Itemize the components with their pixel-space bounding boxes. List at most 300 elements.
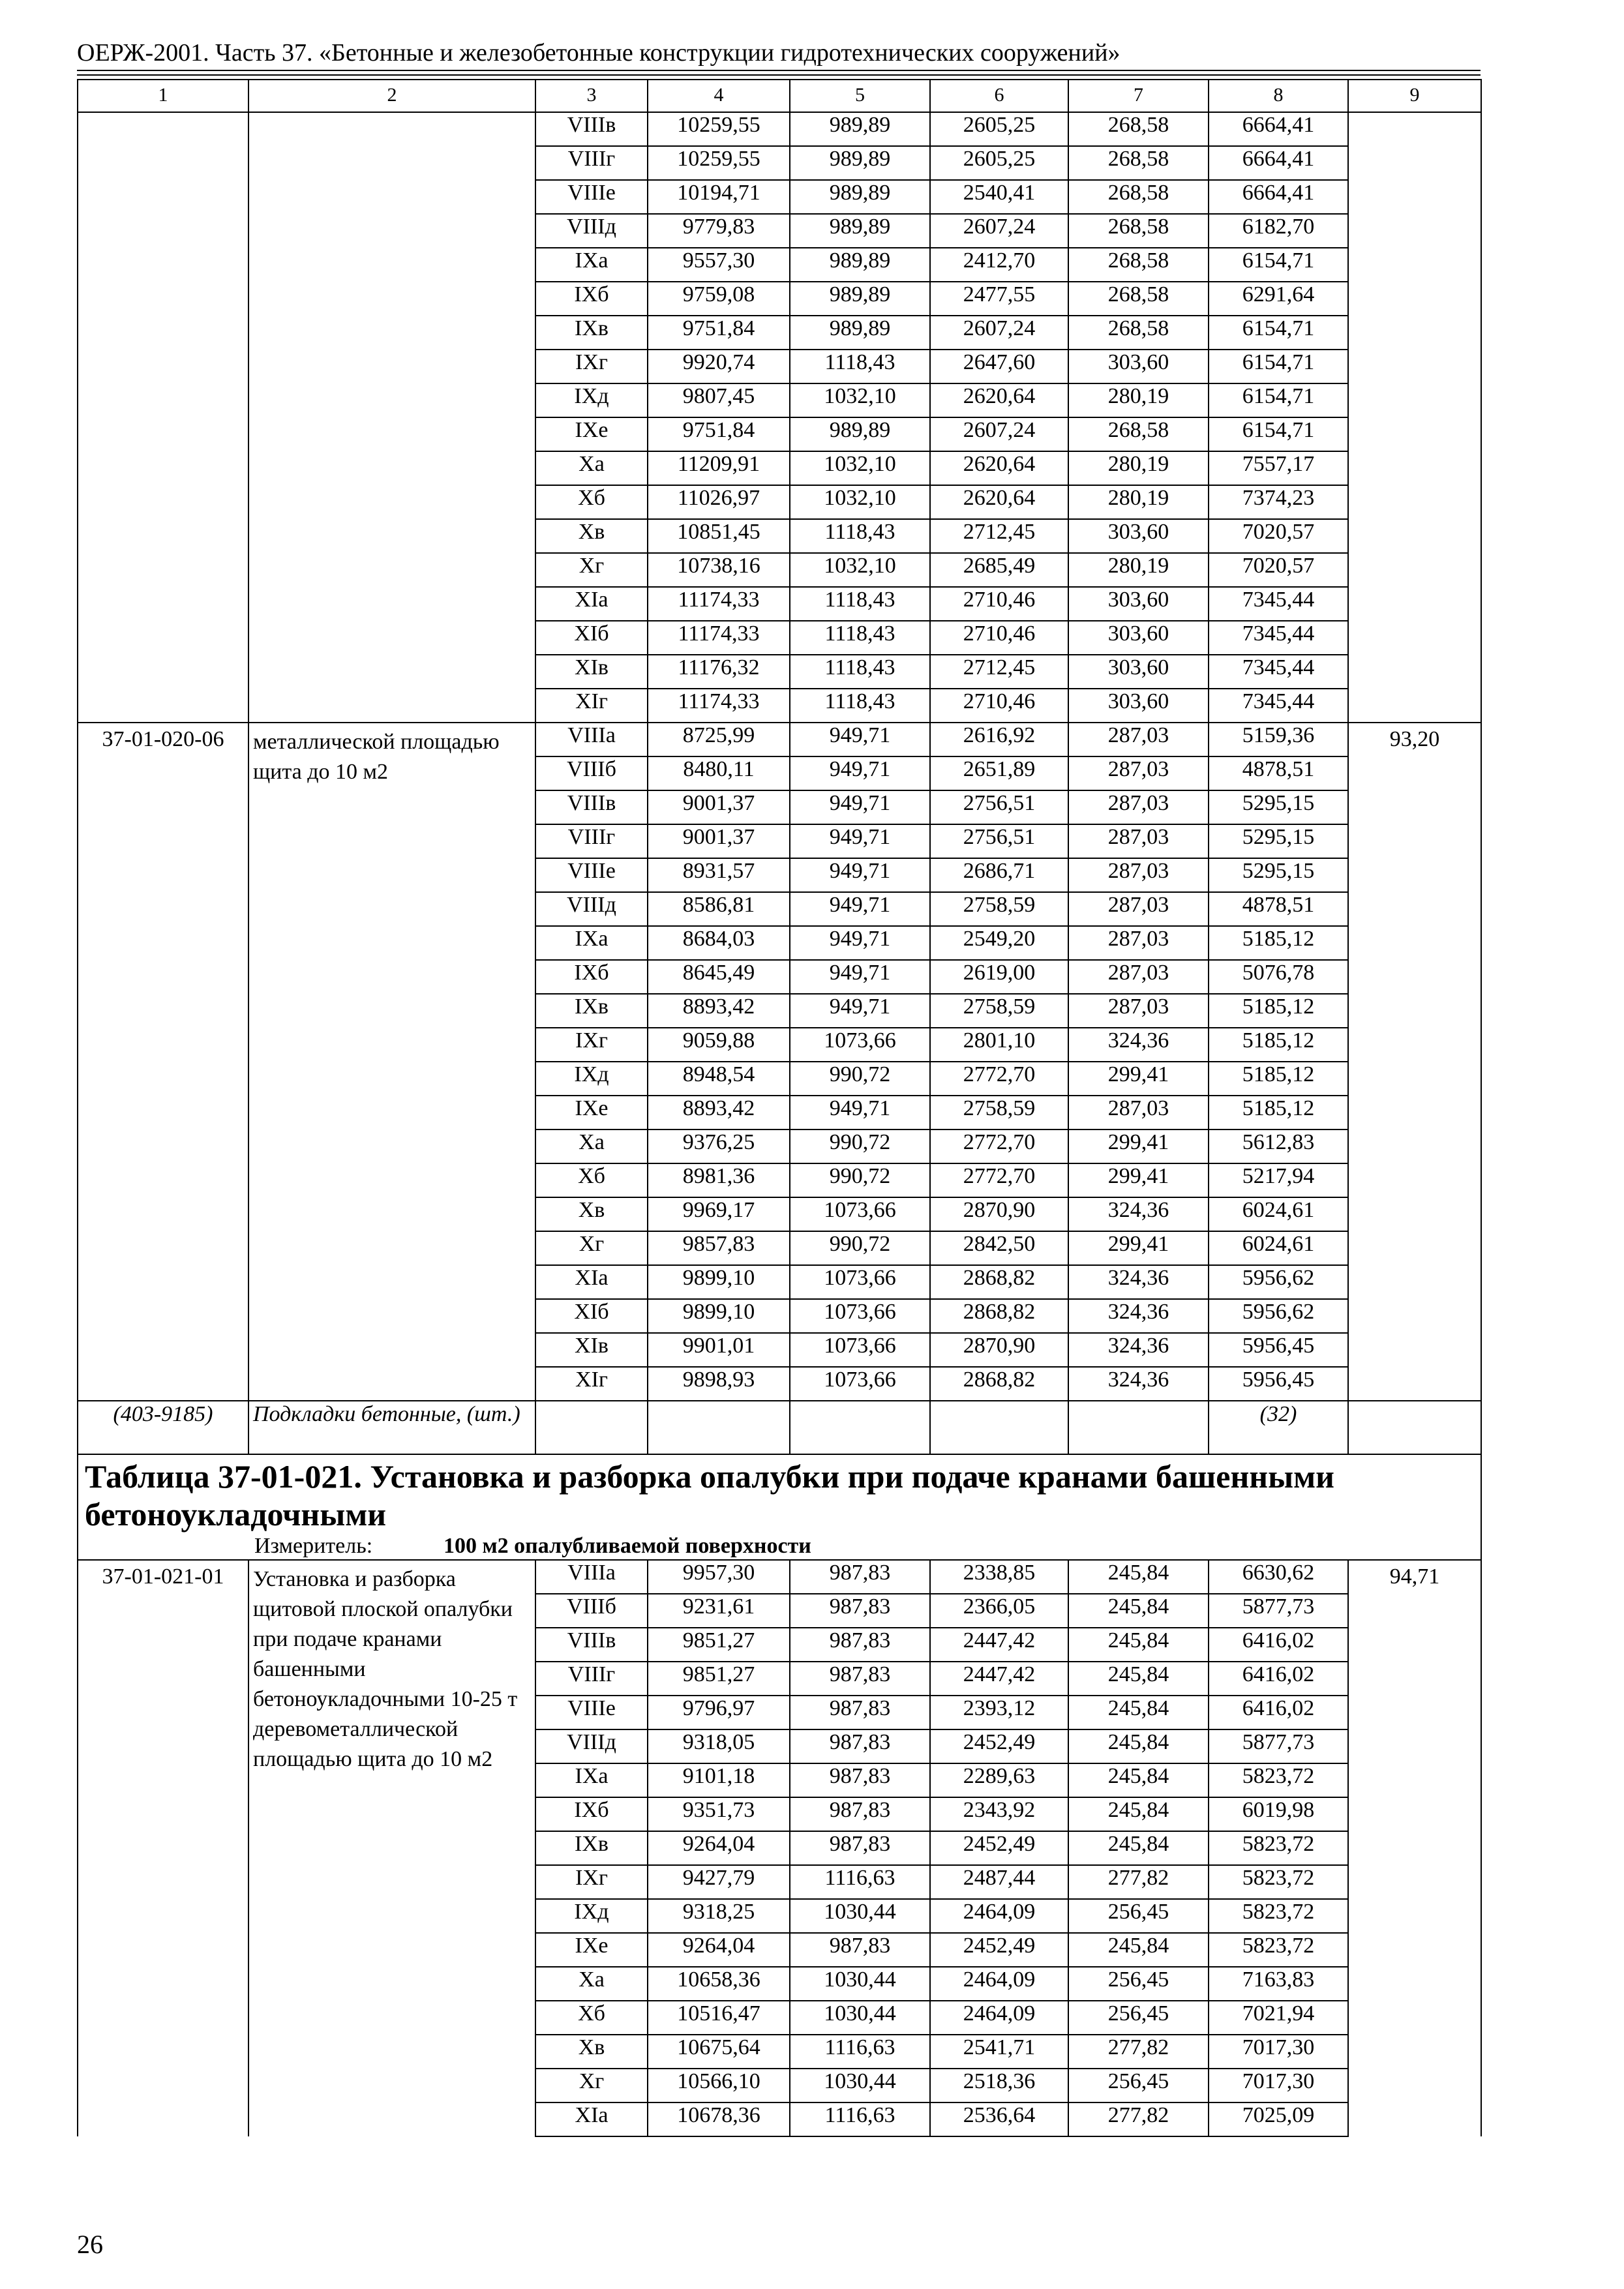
value-cell: 6024,61	[1209, 1231, 1348, 1265]
value-cell: 1073,66	[790, 1265, 930, 1299]
value-cell: 2343,92	[930, 1797, 1068, 1831]
value-cell: 7020,57	[1209, 553, 1348, 587]
value-cell: 7557,17	[1209, 451, 1348, 485]
value-cell: 10675,64	[648, 2035, 790, 2069]
value-cell: 1032,10	[790, 553, 930, 587]
value-cell: 245,84	[1068, 1628, 1209, 1662]
empty-cell	[648, 1401, 790, 1454]
zone-cell: VIIIе	[535, 858, 648, 892]
value-cell: 5877,73	[1209, 1594, 1348, 1628]
value-cell: 1116,63	[790, 2035, 930, 2069]
value-cell: 2447,42	[930, 1662, 1068, 1696]
value-cell: 989,89	[790, 282, 930, 316]
value-cell: 2616,92	[930, 723, 1068, 756]
value-cell: 11209,91	[648, 451, 790, 485]
value-cell: 2607,24	[930, 214, 1068, 248]
value-cell: 9899,10	[648, 1265, 790, 1299]
section-row	[78, 1454, 1481, 1560]
column-number-row	[78, 80, 1481, 112]
value-cell: 1073,66	[790, 1299, 930, 1333]
value-cell: 299,41	[1068, 1231, 1209, 1265]
value-cell: 1118,43	[790, 655, 930, 689]
value-cell: 990,72	[790, 1163, 930, 1197]
value-cell: 2605,25	[930, 112, 1068, 146]
value-cell: 1030,44	[790, 2069, 930, 2102]
value-cell: 8931,57	[648, 858, 790, 892]
page-header: ОЕРЖ-2001. Часть 37. «Бетонные и железобетонные конструкции гидротехнических сооружений»	[77, 39, 1120, 67]
value-cell: 1073,66	[790, 1028, 930, 1062]
value-cell: 277,82	[1068, 2035, 1209, 2069]
value-cell: 7345,44	[1209, 689, 1348, 723]
value-cell: 990,72	[790, 1130, 930, 1163]
value-cell: 2772,70	[930, 1062, 1068, 1096]
empty-cell	[1068, 1401, 1209, 1454]
value-cell: 5076,78	[1209, 960, 1348, 994]
value-cell: 7017,30	[1209, 2069, 1348, 2102]
value-cell: 2758,59	[930, 1096, 1068, 1130]
value-cell: 7345,44	[1209, 587, 1348, 621]
value-cell: 324,36	[1068, 1367, 1209, 1401]
empty-cell	[535, 1401, 648, 1454]
value-cell: 7020,57	[1209, 519, 1348, 553]
value-cell: 324,36	[1068, 1028, 1209, 1062]
value-cell: 9318,25	[648, 1899, 790, 1933]
value-cell: 2536,64	[930, 2102, 1068, 2136]
value-cell: 9001,37	[648, 790, 790, 824]
value-cell: 268,58	[1068, 180, 1209, 214]
zone-cell: XIа	[535, 2102, 648, 2136]
zone-cell: Xа	[535, 451, 648, 485]
header-rule	[77, 74, 1481, 76]
value-cell: 280,19	[1068, 553, 1209, 587]
zone-cell: Xг	[535, 553, 648, 587]
value-cell: 9001,37	[648, 824, 790, 858]
value-cell: 1030,44	[790, 1967, 930, 2001]
value-cell: 5956,62	[1209, 1265, 1348, 1299]
rate-description: металлической площадью щита до 10 м2	[248, 723, 535, 1401]
zone-cell: XIб	[535, 621, 648, 655]
zone-cell: IXе	[535, 1096, 648, 1130]
value-cell: 2338,85	[930, 1560, 1068, 1594]
value-cell: 256,45	[1068, 1967, 1209, 2001]
value-cell: 949,71	[790, 723, 930, 756]
labor-cost	[1348, 112, 1481, 723]
value-cell: 9851,27	[648, 1628, 790, 1662]
value-cell: 2366,05	[930, 1594, 1068, 1628]
zone-cell: VIIIг	[535, 824, 648, 858]
rate-code: 37-01-021-01	[78, 1560, 248, 2136]
value-cell: 2712,45	[930, 519, 1068, 553]
value-cell: 9857,83	[648, 1231, 790, 1265]
value-cell: 303,60	[1068, 587, 1209, 621]
zone-cell: VIIIе	[535, 180, 648, 214]
value-cell: 6154,71	[1209, 383, 1348, 417]
rate-description	[248, 112, 535, 723]
value-cell: 9264,04	[648, 1831, 790, 1865]
value-cell: 1118,43	[790, 350, 930, 383]
value-cell: 1073,66	[790, 1197, 930, 1231]
value-cell: 9957,30	[648, 1560, 790, 1594]
zone-cell: Xб	[535, 2001, 648, 2035]
zone-cell: VIIIв	[535, 1628, 648, 1662]
value-cell: 303,60	[1068, 621, 1209, 655]
value-cell: 7374,23	[1209, 485, 1348, 519]
note-quantity: (32)	[1209, 1401, 1348, 1454]
value-cell: 2464,09	[930, 1967, 1068, 2001]
zone-cell: IXг	[535, 350, 648, 383]
value-cell: 5185,12	[1209, 1028, 1348, 1062]
value-cell: 268,58	[1068, 417, 1209, 451]
value-cell: 989,89	[790, 248, 930, 282]
value-cell: 2607,24	[930, 417, 1068, 451]
value-cell: 1030,44	[790, 1899, 930, 1933]
zone-cell: XIа	[535, 587, 648, 621]
value-cell: 2605,25	[930, 146, 1068, 180]
value-cell: 1073,66	[790, 1333, 930, 1367]
zone-cell: XIг	[535, 1367, 648, 1401]
value-cell: 245,84	[1068, 1933, 1209, 1967]
value-cell: 2487,44	[930, 1865, 1068, 1899]
table-body	[78, 80, 1481, 2136]
column-number: 9	[1348, 80, 1481, 112]
column-number: 4	[648, 80, 790, 112]
value-cell: 10678,36	[648, 2102, 790, 2136]
value-cell: 949,71	[790, 858, 930, 892]
value-cell: 8480,11	[648, 756, 790, 790]
value-cell: 5295,15	[1209, 790, 1348, 824]
zone-cell: IXб	[535, 1797, 648, 1831]
value-cell: 277,82	[1068, 1865, 1209, 1899]
value-cell: 2870,90	[930, 1197, 1068, 1231]
price-table	[77, 79, 1482, 2137]
value-cell: 2647,60	[930, 350, 1068, 383]
value-cell: 9796,97	[648, 1696, 790, 1729]
zone-cell: IXе	[535, 1933, 648, 1967]
table-row	[78, 1560, 1481, 1594]
value-cell: 2685,49	[930, 553, 1068, 587]
empty-cell	[930, 1401, 1068, 1454]
value-cell: 6154,71	[1209, 248, 1348, 282]
value-cell: 9351,73	[648, 1797, 790, 1831]
value-cell: 1030,44	[790, 2001, 930, 2035]
value-cell: 987,83	[790, 1933, 930, 1967]
value-cell: 256,45	[1068, 2069, 1209, 2102]
value-cell: 7017,30	[1209, 2035, 1348, 2069]
value-cell: 990,72	[790, 1231, 930, 1265]
zone-cell: IXг	[535, 1028, 648, 1062]
value-cell: 299,41	[1068, 1163, 1209, 1197]
value-cell: 268,58	[1068, 112, 1209, 146]
value-cell: 6664,41	[1209, 180, 1348, 214]
zone-cell: VIIIд	[535, 892, 648, 926]
value-cell: 245,84	[1068, 1797, 1209, 1831]
value-cell: 9318,05	[648, 1729, 790, 1763]
header-rule	[77, 70, 1481, 71]
zone-cell: XIв	[535, 655, 648, 689]
value-cell: 4878,51	[1209, 756, 1348, 790]
value-cell: 256,45	[1068, 2001, 1209, 2035]
value-cell: 2549,20	[930, 926, 1068, 960]
column-number: 7	[1068, 80, 1209, 112]
value-cell: 2758,59	[930, 994, 1068, 1028]
value-cell: 2464,09	[930, 1899, 1068, 1933]
value-cell: 1118,43	[790, 689, 930, 723]
empty-cell	[790, 1401, 930, 1454]
zone-cell: IXб	[535, 282, 648, 316]
value-cell: 5956,45	[1209, 1367, 1348, 1401]
value-cell: 287,03	[1068, 858, 1209, 892]
value-cell: 1118,43	[790, 519, 930, 553]
page-number: 26	[77, 2230, 103, 2259]
value-cell: 303,60	[1068, 519, 1209, 553]
value-cell: 280,19	[1068, 485, 1209, 519]
value-cell: 7025,09	[1209, 2102, 1348, 2136]
value-cell: 287,03	[1068, 790, 1209, 824]
value-cell: 989,89	[790, 180, 930, 214]
value-cell: 2651,89	[930, 756, 1068, 790]
value-cell: 989,89	[790, 417, 930, 451]
zone-cell: VIIIг	[535, 1662, 648, 1696]
value-cell: 7163,83	[1209, 1967, 1348, 2001]
value-cell: 6154,71	[1209, 417, 1348, 451]
zone-cell: Xв	[535, 1197, 648, 1231]
value-cell: 11176,32	[648, 655, 790, 689]
value-cell: 949,71	[790, 926, 930, 960]
value-cell: 5295,15	[1209, 824, 1348, 858]
value-cell: 10259,55	[648, 146, 790, 180]
value-cell: 256,45	[1068, 1899, 1209, 1933]
zone-cell: VIIIб	[535, 1594, 648, 1628]
zone-cell: Xг	[535, 1231, 648, 1265]
column-number: 5	[790, 80, 930, 112]
zone-cell: VIIIе	[535, 1696, 648, 1729]
value-cell: 949,71	[790, 790, 930, 824]
value-cell: 987,83	[790, 1560, 930, 1594]
value-cell: 2607,24	[930, 316, 1068, 350]
value-cell: 2464,09	[930, 2001, 1068, 2035]
value-cell: 2620,64	[930, 485, 1068, 519]
labor-cost: 93,20	[1348, 723, 1481, 1401]
value-cell: 2710,46	[930, 587, 1068, 621]
value-cell: 989,89	[790, 112, 930, 146]
value-cell: 9899,10	[648, 1299, 790, 1333]
value-cell: 10516,47	[648, 2001, 790, 2035]
value-cell: 2447,42	[930, 1628, 1068, 1662]
value-cell: 989,89	[790, 214, 930, 248]
value-cell: 8948,54	[648, 1062, 790, 1096]
value-cell: 2772,70	[930, 1163, 1068, 1197]
note-description: Подкладки бетонные, (шт.)	[248, 1401, 535, 1454]
value-cell: 9264,04	[648, 1933, 790, 1967]
value-cell: 10566,10	[648, 2069, 790, 2102]
value-cell: 989,89	[790, 146, 930, 180]
zone-cell: XIб	[535, 1299, 648, 1333]
table-title: Таблица 37-01-021. Установка и разборка опалубки при подаче кранами башенными бетоноукладочными	[85, 1458, 1334, 1533]
value-cell: 324,36	[1068, 1333, 1209, 1367]
value-cell: 9901,01	[648, 1333, 790, 1367]
zone-cell: Xа	[535, 1967, 648, 2001]
value-cell: 8893,42	[648, 1096, 790, 1130]
zone-cell: VIIIа	[535, 723, 648, 756]
value-cell: 5823,72	[1209, 1831, 1348, 1865]
value-cell: 2868,82	[930, 1299, 1068, 1333]
zone-cell: VIIIа	[535, 1560, 648, 1594]
value-cell: 6024,61	[1209, 1197, 1348, 1231]
value-cell: 2801,10	[930, 1028, 1068, 1062]
value-cell: 6182,70	[1209, 214, 1348, 248]
value-cell: 324,36	[1068, 1265, 1209, 1299]
value-cell: 6630,62	[1209, 1560, 1348, 1594]
value-cell: 277,82	[1068, 2102, 1209, 2136]
zone-cell: VIIIв	[535, 112, 648, 146]
zone-cell: IXд	[535, 383, 648, 417]
value-cell: 9059,88	[648, 1028, 790, 1062]
value-cell: 2756,51	[930, 824, 1068, 858]
zone-cell: IXа	[535, 248, 648, 282]
empty-cell	[1348, 1401, 1481, 1454]
value-cell: 245,84	[1068, 1763, 1209, 1797]
value-cell: 2868,82	[930, 1367, 1068, 1401]
table-row	[78, 723, 1481, 756]
value-cell: 987,83	[790, 1763, 930, 1797]
value-cell: 7345,44	[1209, 655, 1348, 689]
zone-cell: XIг	[535, 689, 648, 723]
zone-cell: VIIIд	[535, 1729, 648, 1763]
value-cell: 2620,64	[930, 383, 1068, 417]
value-cell: 987,83	[790, 1696, 930, 1729]
value-cell: 9101,18	[648, 1763, 790, 1797]
section-cell	[78, 1454, 1481, 1560]
value-cell: 287,03	[1068, 723, 1209, 756]
value-cell: 949,71	[790, 994, 930, 1028]
value-cell: 2870,90	[930, 1333, 1068, 1367]
value-cell: 6154,71	[1209, 350, 1348, 383]
value-cell: 2620,64	[930, 451, 1068, 485]
value-cell: 287,03	[1068, 892, 1209, 926]
value-cell: 2452,49	[930, 1831, 1068, 1865]
value-cell: 245,84	[1068, 1594, 1209, 1628]
value-cell: 6154,71	[1209, 316, 1348, 350]
zone-cell: Xб	[535, 1163, 648, 1197]
value-cell: 5185,12	[1209, 1062, 1348, 1096]
rate-code: 37-01-020-06	[78, 723, 248, 1401]
value-cell: 2619,00	[930, 960, 1068, 994]
value-cell: 303,60	[1068, 350, 1209, 383]
value-cell: 1032,10	[790, 451, 930, 485]
value-cell: 7021,94	[1209, 2001, 1348, 2035]
value-cell: 245,84	[1068, 1560, 1209, 1594]
value-cell: 5159,36	[1209, 723, 1348, 756]
value-cell: 245,84	[1068, 1831, 1209, 1865]
value-cell: 2452,49	[930, 1933, 1068, 1967]
value-cell: 11174,33	[648, 621, 790, 655]
value-cell: 8586,81	[648, 892, 790, 926]
value-cell: 11174,33	[648, 689, 790, 723]
value-cell: 324,36	[1068, 1299, 1209, 1333]
zone-cell: Xб	[535, 485, 648, 519]
value-cell: 11174,33	[648, 587, 790, 621]
value-cell: 2686,71	[930, 858, 1068, 892]
value-cell: 5823,72	[1209, 1865, 1348, 1899]
value-cell: 5956,62	[1209, 1299, 1348, 1333]
zone-cell: VIIIв	[535, 790, 648, 824]
value-cell: 287,03	[1068, 926, 1209, 960]
value-cell: 6416,02	[1209, 1628, 1348, 1662]
measure-line	[85, 1533, 1474, 1559]
value-cell: 949,71	[790, 824, 930, 858]
value-cell: 287,03	[1068, 756, 1209, 790]
value-cell: 324,36	[1068, 1197, 1209, 1231]
column-number: 2	[248, 80, 535, 112]
value-cell: 6664,41	[1209, 146, 1348, 180]
value-cell: 8684,03	[648, 926, 790, 960]
value-cell: 9557,30	[648, 248, 790, 282]
zone-cell: IXд	[535, 1062, 648, 1096]
value-cell: 10259,55	[648, 112, 790, 146]
value-cell: 268,58	[1068, 282, 1209, 316]
value-cell: 987,83	[790, 1662, 930, 1696]
value-cell: 10738,16	[648, 553, 790, 587]
zone-cell: VIIIг	[535, 146, 648, 180]
value-cell: 2393,12	[930, 1696, 1068, 1729]
column-number: 6	[930, 80, 1068, 112]
value-cell: 303,60	[1068, 689, 1209, 723]
zone-cell: IXе	[535, 417, 648, 451]
value-cell: 2289,63	[930, 1763, 1068, 1797]
value-cell: 2541,71	[930, 2035, 1068, 2069]
value-cell: 2772,70	[930, 1130, 1068, 1163]
value-cell: 2868,82	[930, 1265, 1068, 1299]
measure-label: Измеритель:	[254, 1534, 373, 1558]
zone-cell: VIIIб	[535, 756, 648, 790]
value-cell: 987,83	[790, 1628, 930, 1662]
value-cell: 1032,10	[790, 383, 930, 417]
zone-cell: Xв	[535, 2035, 648, 2069]
value-cell: 303,60	[1068, 655, 1209, 689]
note-row	[78, 1401, 1481, 1454]
value-cell: 2710,46	[930, 621, 1068, 655]
value-cell: 299,41	[1068, 1062, 1209, 1096]
value-cell: 949,71	[790, 892, 930, 926]
value-cell: 299,41	[1068, 1130, 1209, 1163]
value-cell: 1116,63	[790, 2102, 930, 2136]
zone-cell: XIв	[535, 1333, 648, 1367]
value-cell: 5185,12	[1209, 926, 1348, 960]
value-cell: 7345,44	[1209, 621, 1348, 655]
value-cell: 10194,71	[648, 180, 790, 214]
zone-cell: IXв	[535, 1831, 648, 1865]
value-cell: 2452,49	[930, 1729, 1068, 1763]
value-cell: 287,03	[1068, 960, 1209, 994]
value-cell: 2540,41	[930, 180, 1068, 214]
labor-cost: 94,71	[1348, 1560, 1481, 2136]
column-number: 8	[1209, 80, 1348, 112]
value-cell: 5823,72	[1209, 1899, 1348, 1933]
value-cell: 8893,42	[648, 994, 790, 1028]
value-cell: 4878,51	[1209, 892, 1348, 926]
value-cell: 2756,51	[930, 790, 1068, 824]
value-cell: 949,71	[790, 960, 930, 994]
column-number: 1	[78, 80, 248, 112]
value-cell: 990,72	[790, 1062, 930, 1096]
value-cell: 9751,84	[648, 316, 790, 350]
value-cell: 5185,12	[1209, 994, 1348, 1028]
value-cell: 268,58	[1068, 214, 1209, 248]
zone-cell: IXа	[535, 1763, 648, 1797]
value-cell: 2518,36	[930, 2069, 1068, 2102]
value-cell: 5823,72	[1209, 1933, 1348, 1967]
value-cell: 9779,83	[648, 214, 790, 248]
